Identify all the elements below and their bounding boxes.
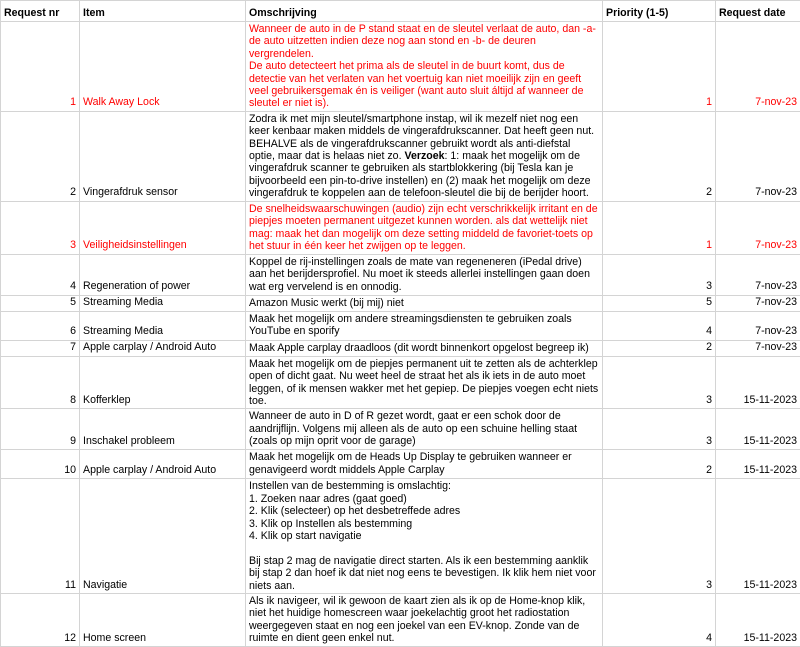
- cell-item[interactable]: Vingerafdruk sensor: [80, 111, 246, 201]
- cell-desc[interactable]: Maak het mogelijk om andere streamingsdiensten te gebruiken zoals YouTube en sporify: [246, 311, 603, 340]
- cell-nr[interactable]: 6: [1, 311, 80, 340]
- cell-nr[interactable]: 2: [1, 111, 80, 201]
- cell-date[interactable]: 7-nov-23: [716, 254, 800, 295]
- cell-priority[interactable]: 2: [603, 450, 716, 479]
- cell-priority[interactable]: 5: [603, 295, 716, 311]
- cell-desc[interactable]: Instellen van de bestemming is omslachtig: 1. Zoeken naar adres (gaat goed) 2. Klik (selecteer) op het desbetreffede adres 3. Klik op Instellen als bestemming 4. Klik op start navigatie Bij stap 2 mag de navigatie direct starten. Als ik een bestemming aanklik bij stap 2 dan hoef ik dat niet nog eens te bevestigen. Ik klik hem niet voor niets aan.: [246, 479, 603, 594]
- cell-nr[interactable]: 1: [1, 22, 80, 112]
- cell-priority[interactable]: 1: [603, 22, 716, 112]
- cell-item[interactable]: Inschakel probleem: [80, 409, 246, 450]
- cell-item[interactable]: Streaming Media: [80, 311, 246, 340]
- desc-text: Zodra ik met mijn sleutel/smartphone instap, wil ik mezelf niet nog een keer kenbaar maken middels de vingerafdrukscanner. Dat heeft geen nut. BEHALVE als de vingerafdrukscanner gebruikt wordt als anti-diefstal optie, maar dat is helaas niet zo.: [249, 113, 594, 162]
- cell-priority[interactable]: 4: [603, 311, 716, 340]
- table-row: [1, 254, 800, 295]
- header-omschrijving[interactable]: Omschrijving: [246, 1, 603, 22]
- table-row: [1, 479, 800, 594]
- table-row: [1, 409, 800, 450]
- cell-nr[interactable]: 4: [1, 254, 80, 295]
- cell-priority[interactable]: 1: [603, 201, 716, 254]
- table-row: [1, 356, 800, 409]
- cell-desc[interactable]: Amazon Music werkt (bij mij) niet: [246, 295, 603, 311]
- header-row: [1, 1, 800, 22]
- cell-item[interactable]: Navigatie: [80, 479, 246, 594]
- cell-nr[interactable]: 3: [1, 201, 80, 254]
- header-item[interactable]: Item: [80, 1, 246, 22]
- cell-desc[interactable]: Maak het mogelijk om de Heads Up Display te gebruiken wanneer er genavigeerd wordt middels Apple Carplay: [246, 450, 603, 479]
- cell-desc[interactable]: Wanneer de auto in D of R gezet wordt, gaat er een schok door de aandrijflijn. Volgens mij alleen als de auto op een schuine helling staat (zoals op mijn oprit voor de garage): [246, 409, 603, 450]
- table-row: [1, 111, 800, 201]
- cell-desc[interactable]: [246, 111, 603, 201]
- cell-date[interactable]: 7-nov-23: [716, 111, 800, 201]
- cell-nr[interactable]: 9: [1, 409, 80, 450]
- cell-nr[interactable]: 8: [1, 356, 80, 409]
- table-row: [1, 201, 800, 254]
- cell-priority[interactable]: 2: [603, 111, 716, 201]
- cell-nr[interactable]: 5: [1, 295, 80, 311]
- cell-nr[interactable]: 10: [1, 450, 80, 479]
- header-request-nr[interactable]: Request nr: [1, 1, 80, 22]
- cell-priority[interactable]: 3: [603, 479, 716, 594]
- cell-desc[interactable]: Maak het mogelijk om de piepjes permanent uit te zetten als de achterklep open of dicht gaat. Nu weet heel de straat het als ik iets in de auto moet leggen, of ik mensen wakker met het gepiep. De piepjes voegen echt niets toe.: [246, 356, 603, 409]
- desc-text: : 1: maak het mogelijk om de vingerafdruk scanner te gebruiken als startblokkering (bij Tesla kan je bijvoorbeeld een pin-to-drive instellen) en (2) maak het mogelijk om deze vingerafdruk te koppelen aan de telefoon-sleutel die bij de berijder hoort.: [249, 150, 591, 199]
- table-row: [1, 295, 800, 311]
- cell-priority[interactable]: 4: [603, 593, 716, 646]
- cell-priority[interactable]: 3: [603, 409, 716, 450]
- cell-date[interactable]: 15-11-2023: [716, 593, 800, 646]
- cell-date[interactable]: 15-11-2023: [716, 479, 800, 594]
- cell-desc[interactable]: Als ik navigeer, wil ik gewoon de kaart zien als ik op de Home-knop klik, niet het huidige homescreen waar joekelachtig groot het radiostation weergegeven staat en nog een joekel van een EV-knop. Zonde van de ruimte en dient geen enkel nut.: [246, 593, 603, 646]
- table-row: [1, 311, 800, 340]
- header-priority[interactable]: Priority (1-5): [603, 1, 716, 22]
- cell-date[interactable]: 15-11-2023: [716, 450, 800, 479]
- cell-desc[interactable]: Wanneer de auto in de P stand staat en de sleutel verlaat de auto, dan -a- de auto uitzetten indien deze nog aan stond en -b- de deuren vergrendelen. De auto detecteert het prima als de sleutel in de buurt komt, dus de detectie van het verlaten van het voertuig kan niet moeilijk zijn en geeft veel gebruikersgemak én is veiliger (want auto sluit áltijd af wanneer de sleutel er niet is).: [246, 22, 603, 112]
- cell-desc[interactable]: De snelheidswaarschuwingen (audio) zijn echt verschrikkelijk irritant en de piepjes moeten permanent uitgezet kunnen worden. als dat wettelijk niet mag: maak het dan mogelijk om deze setting middeld de favoriet-toets op het stuur in één keer het zwijgen op te leggen.: [246, 201, 603, 254]
- cell-desc[interactable]: Maak Apple carplay draadloos (dit wordt binnenkort opgelost begreep ik): [246, 340, 603, 356]
- cell-item[interactable]: Streaming Media: [80, 295, 246, 311]
- cell-item[interactable]: Apple carplay / Android Auto: [80, 450, 246, 479]
- header-request-date[interactable]: Request date: [716, 1, 800, 22]
- cell-item[interactable]: Home screen: [80, 593, 246, 646]
- cell-date[interactable]: 7-nov-23: [716, 201, 800, 254]
- cell-priority[interactable]: 3: [603, 356, 716, 409]
- cell-item[interactable]: Veiligheidsinstellingen: [80, 201, 246, 254]
- table-row: [1, 22, 800, 112]
- cell-priority[interactable]: 2: [603, 340, 716, 356]
- cell-date[interactable]: 7-nov-23: [716, 311, 800, 340]
- cell-item[interactable]: Apple carplay / Android Auto: [80, 340, 246, 356]
- cell-item[interactable]: Regeneration of power: [80, 254, 246, 295]
- cell-date[interactable]: 7-nov-23: [716, 295, 800, 311]
- cell-nr[interactable]: 12: [1, 593, 80, 646]
- table-row: [1, 340, 800, 356]
- cell-date[interactable]: 7-nov-23: [716, 340, 800, 356]
- cell-priority[interactable]: 3: [603, 254, 716, 295]
- table-row: [1, 450, 800, 479]
- cell-date[interactable]: 7-nov-23: [716, 22, 800, 112]
- cell-nr[interactable]: 7: [1, 340, 80, 356]
- desc-bold-label: Verzoek: [404, 150, 444, 162]
- cell-desc[interactable]: Koppel de rij-instellingen zoals de mate van regeneneren (iPedal drive) aan het berijdersprofiel. Nu moet ik steeds allerlei instellingen gaan doen wat erg vervelend is en onnodig.: [246, 254, 603, 295]
- table-row: [1, 593, 800, 646]
- cell-date[interactable]: 15-11-2023: [716, 409, 800, 450]
- cell-nr[interactable]: 11: [1, 479, 80, 594]
- cell-item[interactable]: Walk Away Lock: [80, 22, 246, 112]
- cell-date[interactable]: 15-11-2023: [716, 356, 800, 409]
- cell-item[interactable]: Kofferklep: [80, 356, 246, 409]
